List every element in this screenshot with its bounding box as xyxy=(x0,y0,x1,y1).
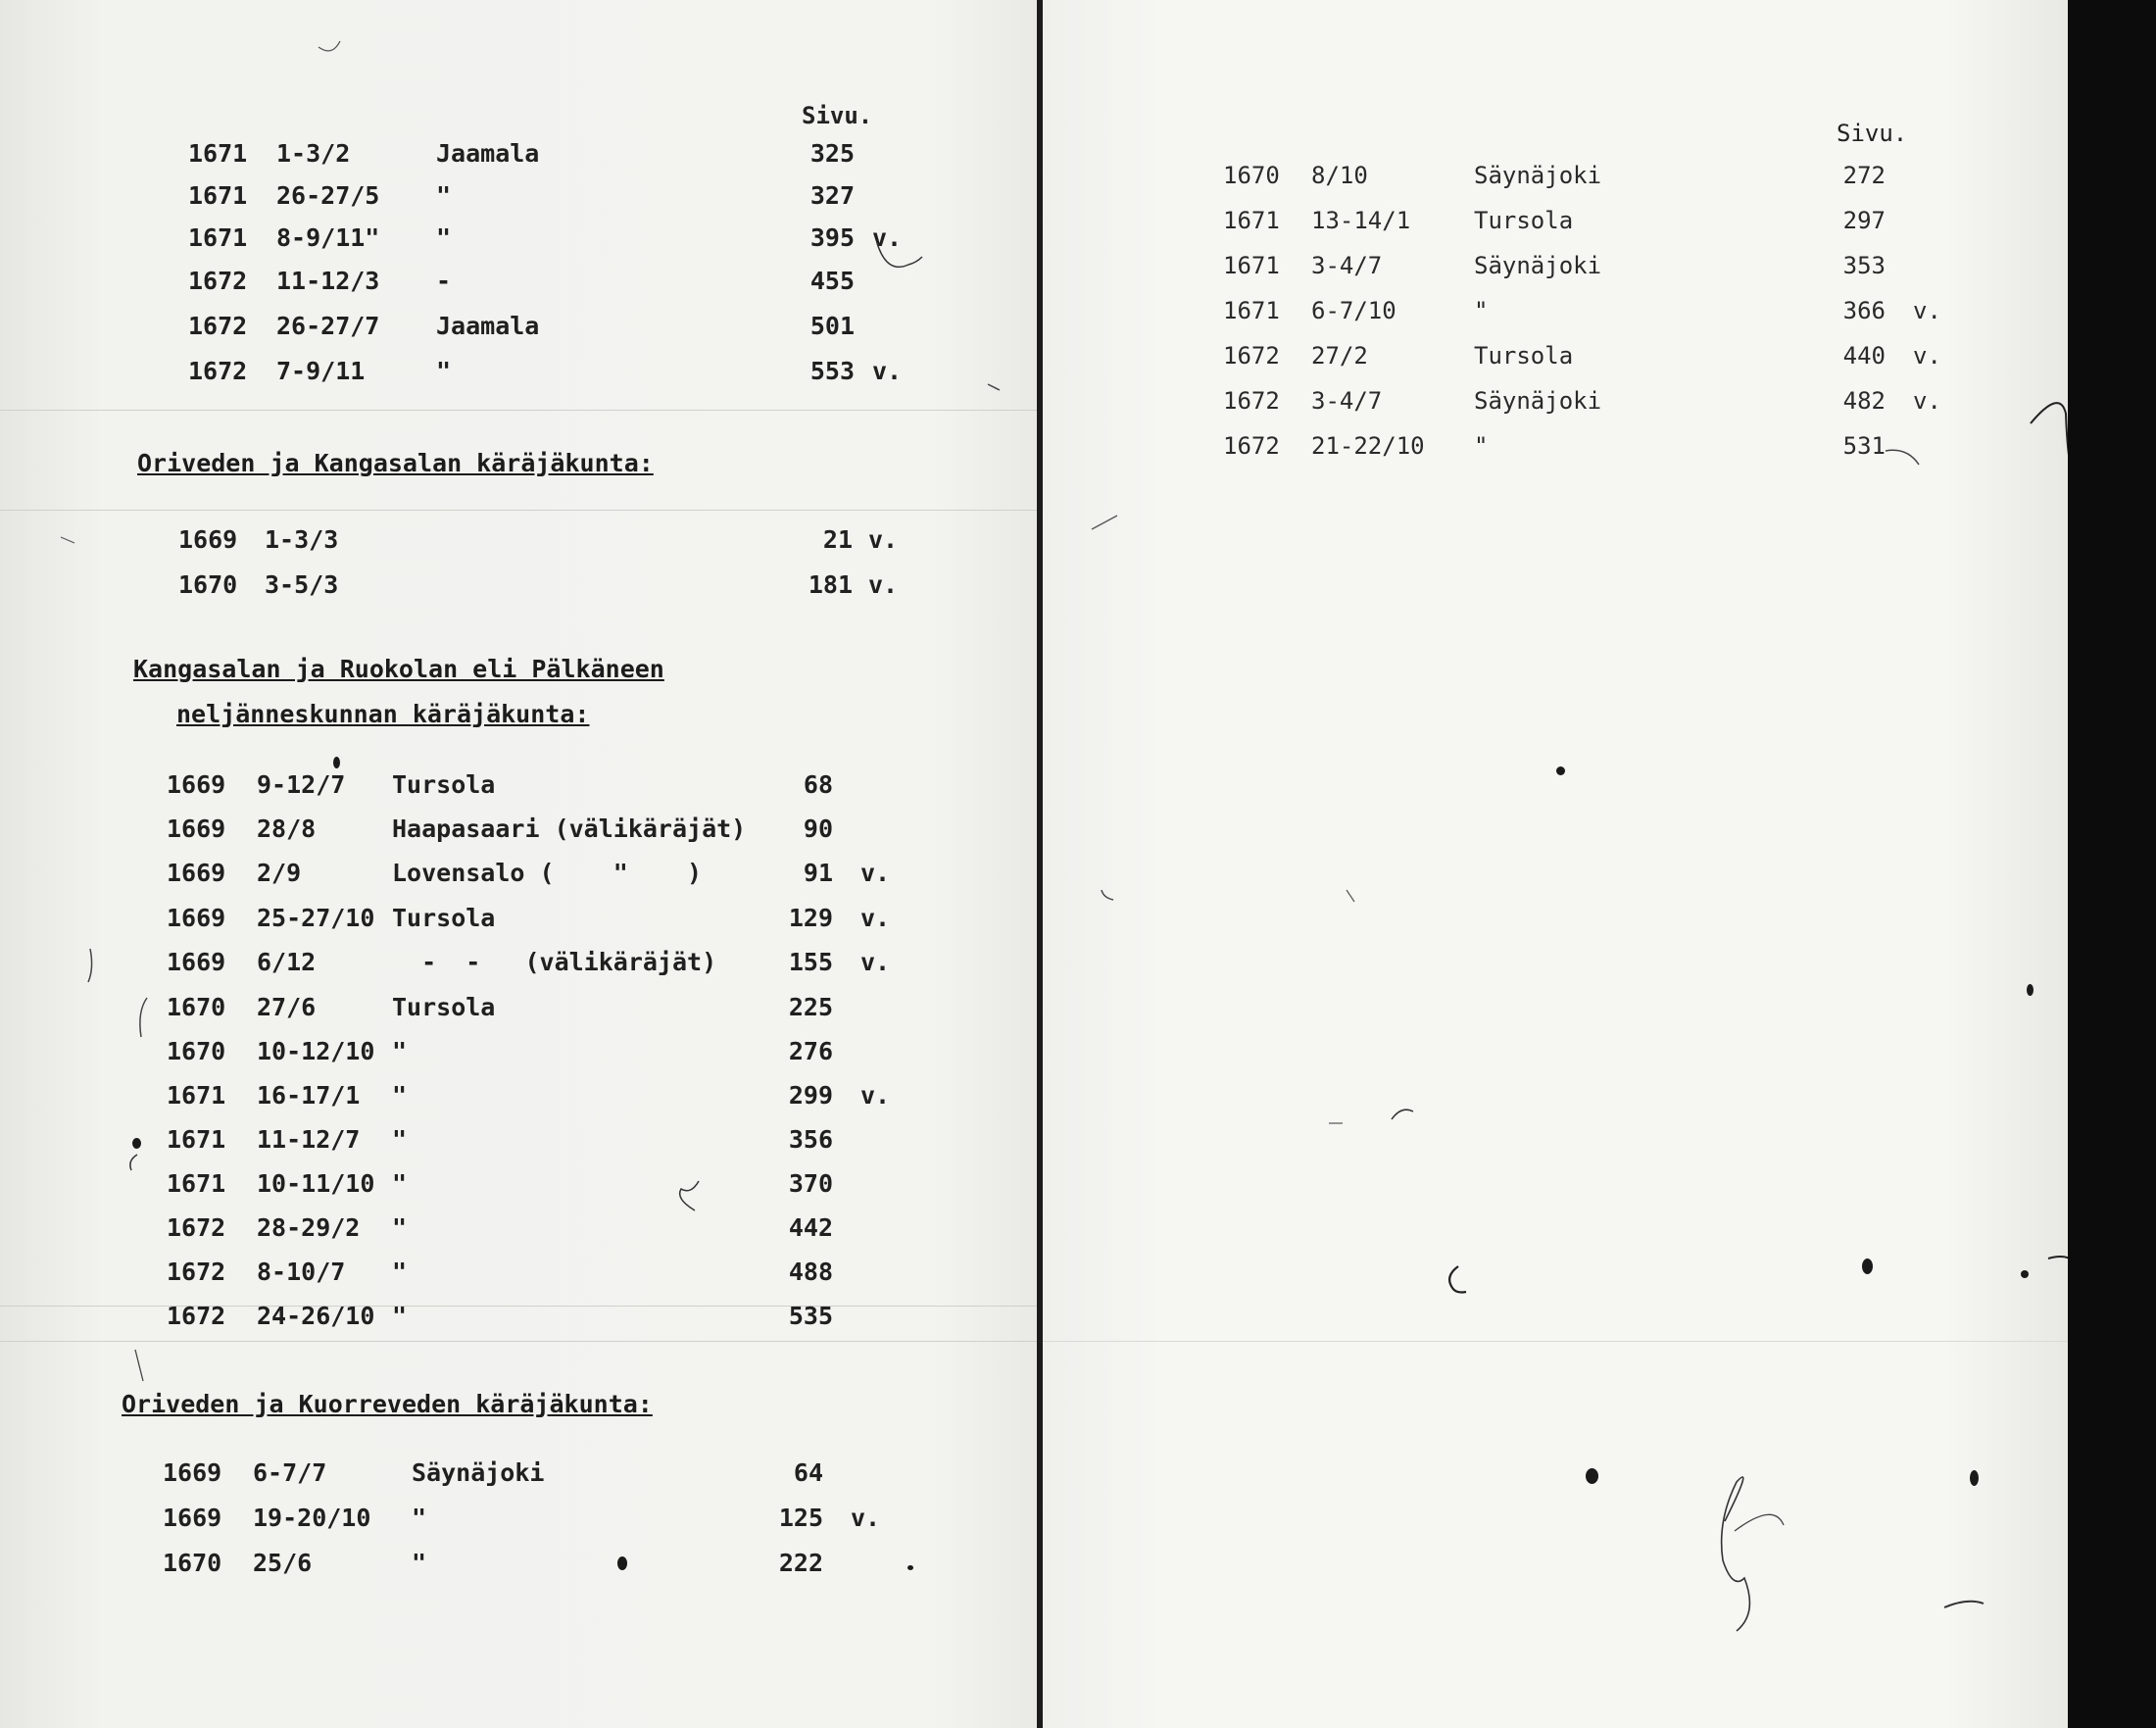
entry-place: " xyxy=(436,357,452,385)
entry-page: 482 xyxy=(1842,387,1886,415)
ink-speck xyxy=(333,757,340,768)
ink-speck xyxy=(617,1556,627,1570)
entry-place: " xyxy=(392,1081,408,1110)
page-scratches xyxy=(1043,0,2068,1728)
entry-page: 90 xyxy=(803,815,833,843)
entry-year: 1669 xyxy=(167,815,226,843)
entry-year: 1672 xyxy=(1223,342,1280,370)
entry-page: 125 xyxy=(778,1504,823,1532)
entry-place: " xyxy=(1474,297,1489,324)
entry-place: " xyxy=(392,1213,408,1242)
entry-mark: v. xyxy=(868,570,899,599)
entry-date: 11-12/3 xyxy=(276,267,380,295)
entry-year: 1669 xyxy=(163,1504,222,1532)
entry-page: 325 xyxy=(809,139,855,168)
entry-page: 129 xyxy=(788,904,833,932)
entry-place: " xyxy=(392,1169,408,1198)
scan-edge xyxy=(2068,0,2156,1728)
entry-place: Säynäjoki xyxy=(1474,252,1602,279)
section-heading: neljänneskunnan käräjäkunta: xyxy=(176,700,590,728)
entry-date: 10-11/10 xyxy=(257,1169,375,1198)
entry-date: 25-27/10 xyxy=(257,904,375,932)
ink-speck xyxy=(1556,766,1565,775)
entry-year: 1671 xyxy=(188,139,248,168)
entry-page: 64 xyxy=(793,1458,823,1487)
right-page xyxy=(1043,0,2068,1728)
section-heading: Oriveden ja Kangasalan käräjäkunta: xyxy=(137,449,654,477)
entry-place: " xyxy=(392,1302,408,1330)
entry-year: 1669 xyxy=(167,904,226,932)
entry-place: " xyxy=(392,1258,408,1286)
entry-year: 1672 xyxy=(1223,432,1280,460)
entry-mark: v. xyxy=(860,859,891,887)
entry-place: Säynäjoki xyxy=(1474,162,1602,189)
entry-page: 68 xyxy=(803,770,833,799)
entry-page: 327 xyxy=(809,181,855,210)
entry-year: 1672 xyxy=(1223,387,1280,415)
page-scratches xyxy=(0,0,1037,1728)
entry-place: Tursola xyxy=(392,904,496,932)
entry-mark: v. xyxy=(1913,387,1941,415)
entry-mark: v. xyxy=(851,1504,881,1532)
ink-speck xyxy=(907,1565,913,1570)
entry-place: " xyxy=(392,1037,408,1065)
entry-date: 19-20/10 xyxy=(253,1504,371,1532)
entry-year: 1669 xyxy=(167,948,226,976)
entry-date: 9-12/7 xyxy=(257,770,346,799)
entry-date: 26-27/5 xyxy=(276,181,380,210)
entry-date: 3-4/7 xyxy=(1311,252,1383,279)
entry-date: 27/2 xyxy=(1311,342,1368,370)
entry-place: " xyxy=(436,181,452,210)
ink-speck xyxy=(132,1138,141,1149)
entry-page: 299 xyxy=(788,1081,833,1110)
entry-page: 353 xyxy=(1842,252,1886,279)
entry-date: 6/12 xyxy=(257,948,317,976)
entry-year: 1669 xyxy=(167,770,226,799)
ink-speck xyxy=(2027,984,2034,996)
entry-date: 27/6 xyxy=(257,993,317,1021)
entry-year: 1671 xyxy=(1223,207,1280,234)
entry-page: 276 xyxy=(788,1037,833,1065)
entry-date: 13-14/1 xyxy=(1311,207,1411,234)
entry-year: 1672 xyxy=(167,1258,226,1286)
entry-date: 3-4/7 xyxy=(1311,387,1383,415)
entry-page: 272 xyxy=(1842,162,1886,189)
page-column-header: Sivu. xyxy=(1837,120,1908,147)
entry-date: 16-17/1 xyxy=(257,1081,361,1110)
entry-date: 24-26/10 xyxy=(257,1302,375,1330)
entry-page: 225 xyxy=(788,993,833,1021)
entry-place: Säynäjoki xyxy=(1474,387,1602,415)
entry-mark: v. xyxy=(1913,342,1941,370)
entry-place: " xyxy=(392,1125,408,1154)
entry-date: 6-7/7 xyxy=(253,1458,327,1487)
entry-place: Jaamala xyxy=(436,312,540,340)
entry-year: 1671 xyxy=(188,181,248,210)
entry-date: 6-7/10 xyxy=(1311,297,1396,324)
entry-year: 1672 xyxy=(188,357,248,385)
entry-date: 8-9/11" xyxy=(276,223,380,252)
entry-year: 1672 xyxy=(188,312,248,340)
page-column-header: Sivu. xyxy=(802,102,873,129)
entry-date: 26-27/7 xyxy=(276,312,380,340)
entry-page: 222 xyxy=(778,1549,823,1577)
entry-page: 297 xyxy=(1842,207,1886,234)
entry-page: 553 xyxy=(809,357,855,385)
entry-place: " xyxy=(412,1504,427,1532)
entry-date: 7-9/11 xyxy=(276,357,366,385)
entry-place: Tursola xyxy=(392,770,496,799)
entry-mark: v. xyxy=(860,1081,891,1110)
entry-page: 442 xyxy=(788,1213,833,1242)
entry-place: Jaamala xyxy=(436,139,540,168)
ink-speck xyxy=(2021,1270,2029,1278)
entry-date: 25/6 xyxy=(253,1549,313,1577)
entry-year: 1672 xyxy=(167,1213,226,1242)
entry-mark: v. xyxy=(872,223,903,252)
entry-place: " xyxy=(436,223,452,252)
entry-year: 1671 xyxy=(1223,297,1280,324)
entry-year: 1671 xyxy=(167,1081,226,1110)
ink-speck xyxy=(1586,1468,1598,1484)
entry-date: 8-10/7 xyxy=(257,1258,346,1286)
entry-year: 1669 xyxy=(167,859,226,887)
entry-year: 1672 xyxy=(167,1302,226,1330)
entry-page: 488 xyxy=(788,1258,833,1286)
entry-year: 1670 xyxy=(167,1037,226,1065)
entry-date: 1-3/2 xyxy=(276,139,351,168)
entry-page: 395 xyxy=(809,223,855,252)
entry-date: 11-12/7 xyxy=(257,1125,361,1154)
entry-page: 155 xyxy=(788,948,833,976)
entry-date: 8/10 xyxy=(1311,162,1368,189)
entry-place: Säynäjoki xyxy=(412,1458,545,1487)
entry-page: 356 xyxy=(788,1125,833,1154)
section-heading: Kangasalan ja Ruokolan eli Pälkäneen xyxy=(133,655,664,683)
ink-speck xyxy=(1970,1470,1979,1486)
entry-mark: v. xyxy=(868,525,899,554)
entry-mark: v. xyxy=(860,904,891,932)
entry-year: 1671 xyxy=(167,1169,226,1198)
entry-page: 21 xyxy=(822,525,853,554)
entry-mark: v. xyxy=(860,948,891,976)
entry-year: 1670 xyxy=(163,1549,222,1577)
entry-place: - - (välikäräjät) xyxy=(392,948,717,976)
entry-page: 535 xyxy=(788,1302,833,1330)
entry-year: 1670 xyxy=(167,993,226,1021)
entry-place: Tursola xyxy=(1474,342,1574,370)
entry-page: 91 xyxy=(803,859,833,887)
entry-page: 181 xyxy=(808,570,853,599)
entry-year: 1670 xyxy=(178,570,238,599)
entry-date: 3-5/3 xyxy=(265,570,339,599)
entry-place: Haapasaari (välikäräjät) xyxy=(392,815,747,843)
entry-year: 1672 xyxy=(188,267,248,295)
entry-place: " xyxy=(412,1549,427,1577)
entry-year: 1669 xyxy=(178,525,238,554)
section-heading: Oriveden ja Kuorreveden käräjäkunta: xyxy=(122,1390,653,1418)
entry-place: " xyxy=(1474,432,1489,460)
entry-date: 1-3/3 xyxy=(265,525,339,554)
entry-place: - xyxy=(436,267,452,295)
entry-page: 531 xyxy=(1842,432,1886,460)
entry-place: Lovensalo ( " ) xyxy=(392,859,703,887)
entry-year: 1671 xyxy=(188,223,248,252)
entry-mark: v. xyxy=(1913,297,1941,324)
entry-place: Tursola xyxy=(392,993,496,1021)
entry-year: 1670 xyxy=(1223,162,1280,189)
entry-year: 1671 xyxy=(1223,252,1280,279)
entry-date: 10-12/10 xyxy=(257,1037,375,1065)
entry-date: 28-29/2 xyxy=(257,1213,361,1242)
ink-speck xyxy=(1862,1259,1873,1274)
entry-date: 28/8 xyxy=(257,815,317,843)
entry-date: 21-22/10 xyxy=(1311,432,1425,460)
entry-page: 455 xyxy=(809,267,855,295)
left-page xyxy=(0,0,1037,1728)
entry-place: Tursola xyxy=(1474,207,1574,234)
entry-page: 440 xyxy=(1842,342,1886,370)
entry-date: 2/9 xyxy=(257,859,302,887)
entry-mark: v. xyxy=(872,357,903,385)
entry-year: 1669 xyxy=(163,1458,222,1487)
entry-page: 366 xyxy=(1842,297,1886,324)
entry-page: 501 xyxy=(809,312,855,340)
entry-year: 1671 xyxy=(167,1125,226,1154)
entry-page: 370 xyxy=(788,1169,833,1198)
